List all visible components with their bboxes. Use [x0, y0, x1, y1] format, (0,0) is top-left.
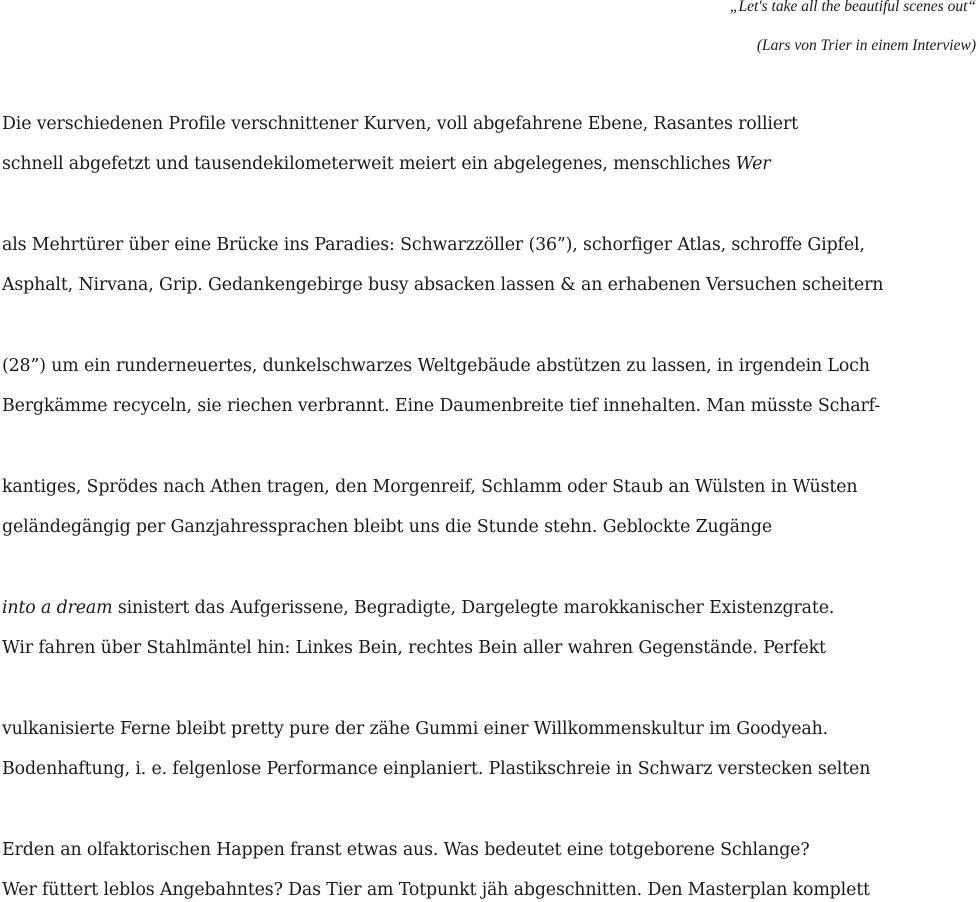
poem-line — [2, 273, 883, 297]
poem-line — [2, 354, 870, 378]
line-text: geländegängig per Ganzjahressprachen bleibt uns die Stunde stehn. Geblockte Zugänge — [2, 517, 772, 537]
poem-line — [2, 112, 798, 136]
poem-line — [2, 717, 828, 741]
line-text: kantiges, Sprödes nach Athen tragen, den Morgenreif, Schlamm oder Staub an Wülsten in Wüsten — [2, 477, 858, 497]
poem-line — [2, 394, 880, 418]
poem-line — [2, 515, 772, 539]
poem-line — [2, 878, 870, 902]
line-italic: Wer — [735, 154, 771, 174]
line-text: als Mehrtürer über eine Brücke ins Paradies: Schwarzzöller (36”), schorfiger Atlas, schroffe Gipfel, — [2, 235, 865, 255]
line-text: Wir fahren über Stahlmäntel hin: Linkes Bein, rechtes Bein aller wahren Gegenstände. Perfekt — [2, 638, 826, 658]
poem-line — [2, 475, 857, 499]
poem-line — [2, 152, 770, 176]
line-text: Die verschiedenen Profile verschnittener Kurven, voll abgefahrene Ebene, Rasantes rolliert — [2, 114, 798, 134]
poem-line — [2, 757, 870, 781]
line-italic: into a dream — [2, 598, 113, 618]
epigraph-source: (Lars von Trier in einem Interview) — [756, 37, 976, 54]
line-text: Bodenhaftung, i. e. felgenlose Performance einplaniert. Plastikschreie in Schwarz verstecken selten — [2, 759, 871, 779]
poem-line — [2, 596, 834, 620]
line-text: Wer füttert leblos Angebahntes? Das Tier am Totpunkt jäh abgeschnitten. Den Masterplan komplett — [2, 880, 870, 900]
epigraph-quote: „Let's take all the beautiful scenes out“ — [729, 0, 976, 15]
line-text: Bergkämme recyceln, sie riechen verbrannt. Eine Daumenbreite tief innehalten. Man müsste Scharf- — [2, 396, 881, 416]
poem-line — [2, 636, 826, 660]
line-text: sinistert das Aufgerissene, Begradigte, Dargelegte marokkanischer Existenzgrate. — [112, 598, 835, 618]
poem-line — [2, 838, 810, 862]
line-text: schnell abgefetzt und tausendekilometerweit meiert ein abgelegenes, menschliches — [2, 154, 736, 174]
poem-line — [2, 233, 865, 257]
line-text: vulkanisierte Ferne bleibt pretty pure der zähe Gummi einer Willkommenskultur im Goodyeah. — [2, 719, 829, 739]
line-text: (28”) um ein runderneuertes, dunkelschwarzes Weltgebäude abstützen zu lassen, in irgendein Loch — [2, 356, 870, 376]
line-text: Asphalt, Nirvana, Grip. Gedankengebirge busy absacken lassen & an erhabenen Versuchen scheitern — [2, 275, 884, 295]
line-text: Erden an olfaktorischen Happen franst etwas aus. Was bedeutet eine totgeborene Schlange? — [2, 840, 810, 860]
